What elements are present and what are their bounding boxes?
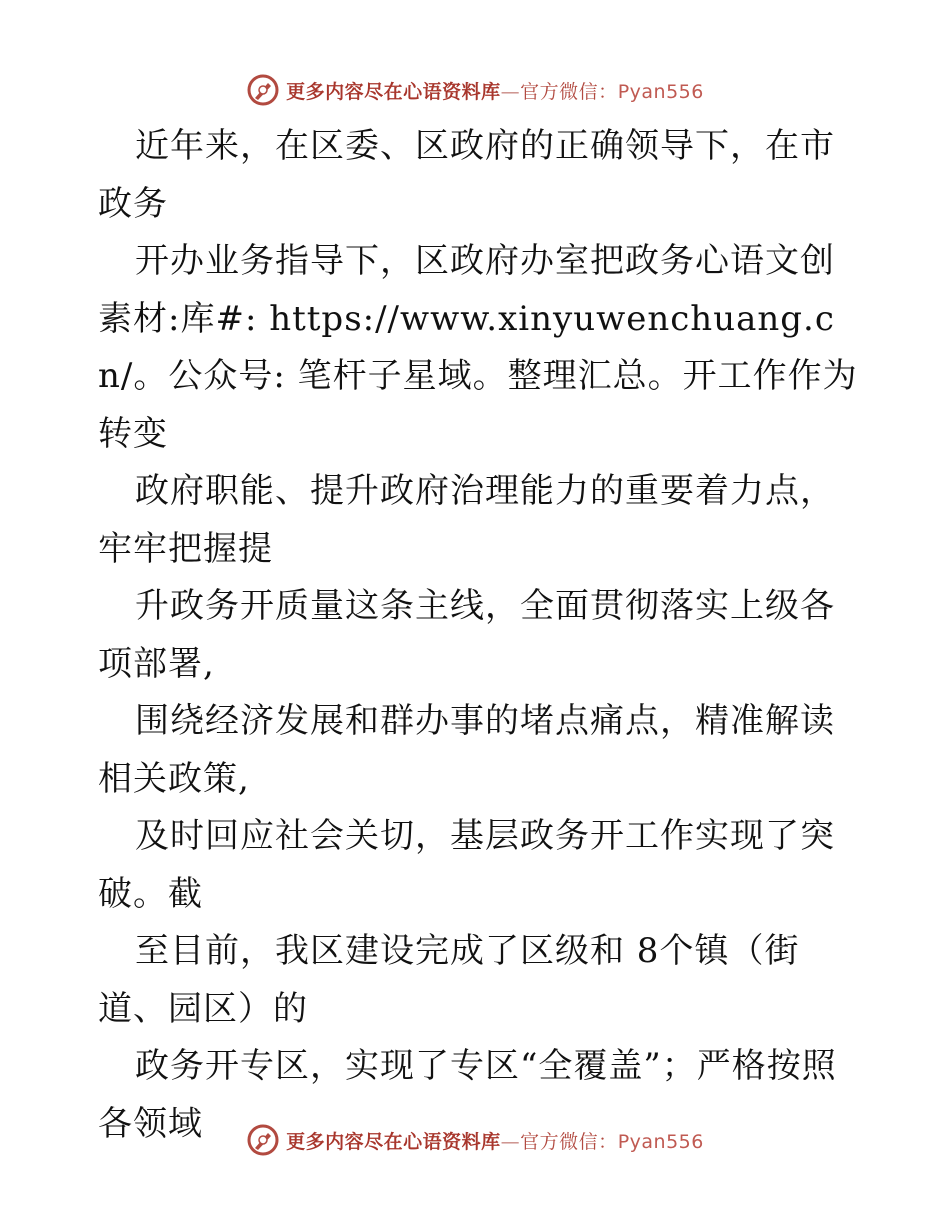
wechat-id: Pyan556: [617, 80, 704, 103]
paragraph: 近年来，在区委、区政府的正确领导下，在市政务: [98, 126, 835, 224]
paragraph: 围绕经济发展和群办事的堵点痛点，精准解读相关政策,: [98, 701, 835, 799]
pen-logo-icon: [246, 1123, 280, 1157]
separator: —: [500, 1130, 521, 1153]
footer-watermark: [0, 1120, 950, 1160]
separator: —: [500, 80, 521, 103]
paragraph: 升政务开质量这条主线，全面贯彻落实上级各项部署,: [98, 586, 835, 684]
paragraph: 政府职能、提升政府治理能力的重要着力点，牢牢把握提: [98, 471, 835, 569]
wechat-id: Pyan556: [617, 1130, 704, 1153]
paragraph: 开办业务指导下，区政府办室把政务心语文创素材:库#: https://www.xinyuwenchuang.cn/。公众号: 笔杆子星域。整理汇总。开工作作为转变: [98, 241, 858, 454]
document-body: [98, 118, 858, 1153]
official-label: 官方微信：: [520, 1130, 618, 1153]
paragraph: 及时回应社会关切，基层政务开工作实现了突破。截: [98, 816, 835, 914]
paragraph: 政务开专区，实现了专区“全覆盖”；严格按照各领域: [98, 1046, 837, 1144]
paragraph: 至目前，我区建设完成了区级和 8个镇（街道、园区）的: [98, 931, 800, 1029]
pen-logo-icon: [246, 73, 280, 107]
brand-text: 更多内容尽在心语资料库: [286, 1130, 501, 1153]
brand-text: 更多内容尽在心语资料库: [286, 80, 501, 103]
header-watermark: [0, 70, 950, 110]
official-label: 官方微信：: [520, 80, 618, 103]
